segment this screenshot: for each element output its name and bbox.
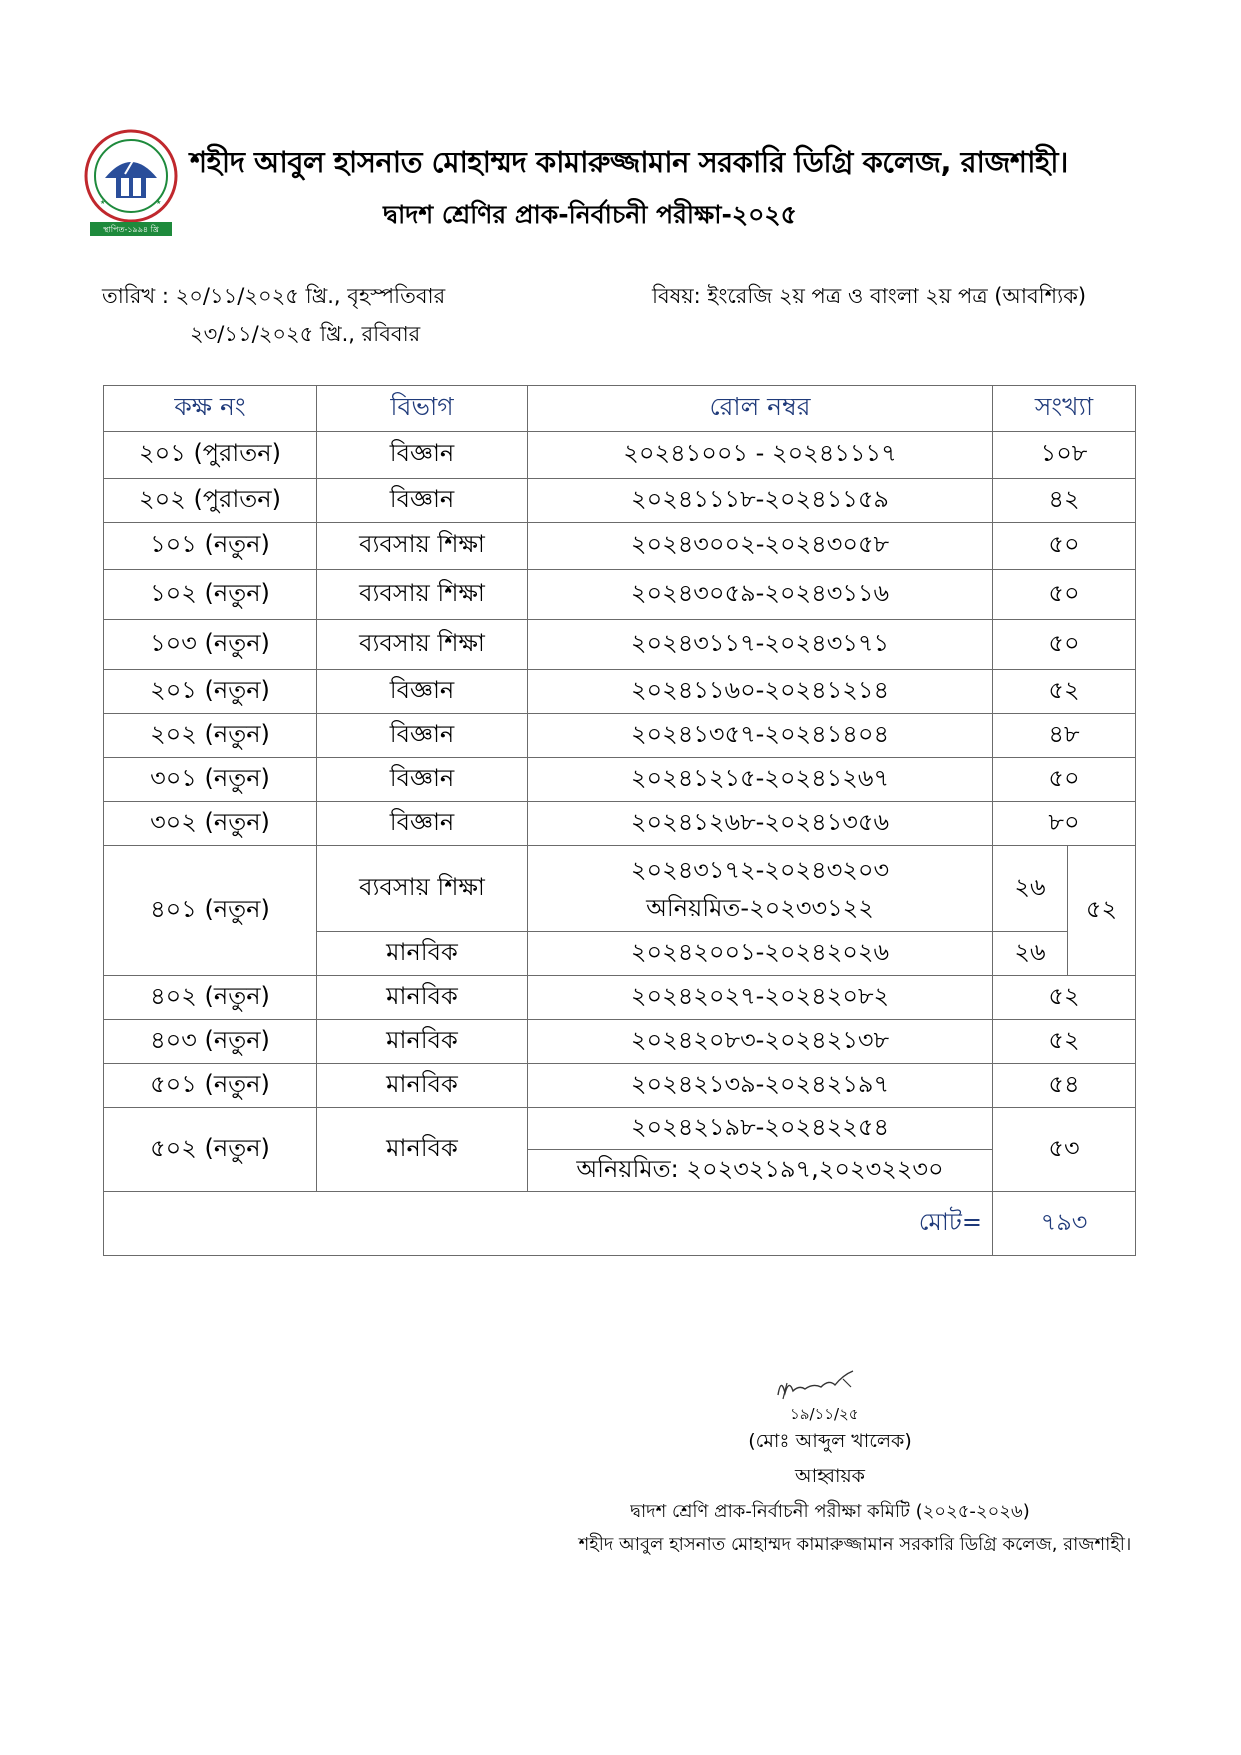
roll-cell: ২০২৪১২১৫-২০২৪১২৬৭: [528, 758, 993, 802]
table-row: [104, 714, 1136, 758]
total-row: [104, 1192, 1136, 1256]
roll-cell: ২০২৪১১৬০-২০২৪১২১৪: [528, 670, 993, 714]
exam-title: দ্বাদশ শ্রেণির প্রাক-নির্বাচনী পরীক্ষা-২০২৫: [383, 200, 797, 229]
roll-cell: ২০২৪১০০১ - ২০২৪১১১৭: [528, 432, 993, 479]
room-cell: ১০৩ (নতুন): [104, 620, 317, 670]
count-cell: ৫০: [993, 570, 1136, 620]
roll-irregular: অনিয়মিত-২০২৩৩১২২: [646, 893, 874, 922]
roll-cell: [528, 846, 993, 932]
count-cell: ৫৪: [993, 1064, 1136, 1108]
count-cell: ৫২: [993, 1020, 1136, 1064]
roll-cell: ২০২৪১৩৫৭-২০২৪১৪০৪: [528, 714, 993, 758]
table-row: [104, 523, 1136, 570]
subject-line: বিষয়: ইংরেজি ২য় পত্র ও বাংলা ২য় পত্র (আবশ্যিক): [652, 284, 1087, 308]
signatory-name: (মোঃ আব্দুল খালেক): [748, 1430, 912, 1452]
header-room: কক্ষ নং: [104, 386, 317, 432]
roll-cell: ২০২৪২১৩৯-২০২৪২১৯৭: [528, 1064, 993, 1108]
college-name: শহীদ আবুল হাসনাত মোহাম্মদ কামারুজ্জামান সরকারি ডিগ্রি কলেজ, রাজশাহী।: [190, 145, 1068, 179]
table-row-401-business: [104, 846, 1136, 932]
count-cell: ৫৩: [993, 1108, 1136, 1192]
count-cell: ২৬: [993, 932, 1068, 976]
dept-cell: বিজ্ঞান: [317, 802, 528, 846]
seat-plan-table: [103, 385, 1136, 1256]
count-cell: ৫০: [993, 523, 1136, 570]
room-cell: ১০১ (নতুন): [104, 523, 317, 570]
roll-cell: ২০২৪২০৮৩-২০২৪২১৩৮: [528, 1020, 993, 1064]
dept-cell: মানবিক: [317, 976, 528, 1020]
table-row-502-a: [104, 1108, 1136, 1150]
roll-cell: ২০২৪৩০০২-২০২৪৩০৫৮: [528, 523, 993, 570]
table-row: [104, 1064, 1136, 1108]
header-roll: রোল নম্বর: [528, 386, 993, 432]
dept-cell: মানবিক: [317, 1020, 528, 1064]
dept-cell: ব্যবসায় শিক্ষা: [317, 846, 528, 932]
table-row: [104, 479, 1136, 523]
dept-cell: মানবিক: [317, 1108, 528, 1192]
table-row: [104, 570, 1136, 620]
table-row: [104, 670, 1136, 714]
count-cell: ২৬: [993, 846, 1068, 932]
header-count: সংখ্যা: [993, 386, 1136, 432]
dept-cell: ব্যবসায় শিক্ষা: [317, 570, 528, 620]
room-cell: ২০২ (পুরাতন): [104, 479, 317, 523]
svg-text:★: ★: [156, 199, 162, 206]
roll-cell: ২০২৪২০২৭-২০২৪২০৮২: [528, 976, 993, 1020]
signature: [773, 1365, 863, 1403]
count-cell: ৫২: [993, 976, 1136, 1020]
date-line-1: তারিখ : ২০/১১/২০২৫ খ্রি., বৃহস্পতিবার: [102, 284, 446, 308]
room-cell: ৪০১ (নতুন): [104, 846, 317, 976]
roll-cell: ২০২৪৩০৫৯-২০২৪৩১১৬: [528, 570, 993, 620]
dept-cell: বিজ্ঞান: [317, 432, 528, 479]
room-cell: ২০১ (পুরাতন): [104, 432, 317, 479]
total-label: মোট=: [104, 1192, 993, 1256]
college-logo: [80, 128, 182, 240]
room-cell: ৩০১ (নতুন): [104, 758, 317, 802]
roll-cell: ২০২৪২১৯৮-২০২৪২২৫৪: [528, 1108, 993, 1150]
roll-cell: ২০২৪৩১১৭-২০২৪৩১৭১: [528, 620, 993, 670]
count-cell: ৪৮: [993, 714, 1136, 758]
logo-established-text: স্থাপিত-১৯৯৪ খ্রি: [103, 225, 159, 234]
svg-text:★: ★: [100, 199, 106, 206]
room-cell: ৩০২ (নতুন): [104, 802, 317, 846]
dept-cell: ব্যবসায় শিক্ষা: [317, 620, 528, 670]
roll-range: ২০২৪৩১৭২-২০২৪৩২০৩: [630, 855, 890, 884]
dept-cell: বিজ্ঞান: [317, 714, 528, 758]
count-cell: ৮০: [993, 802, 1136, 846]
room-cell: ২০২ (নতুন): [104, 714, 317, 758]
dept-cell: বিজ্ঞান: [317, 479, 528, 523]
count-cell: ৫০: [993, 758, 1136, 802]
room-cell: ৫০২ (নতুন): [104, 1108, 317, 1192]
date-line-2: ২৩/১১/২০২৫ খ্রি., রবিবার: [190, 322, 421, 346]
dept-cell: মানবিক: [317, 932, 528, 976]
roll-cell: ২০২৪১১১৮-২০২৪১১৫৯: [528, 479, 993, 523]
room-cell: ৫০১ (নতুন): [104, 1064, 317, 1108]
signatory-role: আহ্বায়ক: [795, 1465, 865, 1487]
table-row: [104, 432, 1136, 479]
committee-name: দ্বাদশ শ্রেণি প্রাক-নির্বাচনী পরীক্ষা কমিটি (২০২৫-২০২৬): [630, 1501, 1030, 1522]
dept-cell: মানবিক: [317, 1064, 528, 1108]
room-cell: ২০১ (নতুন): [104, 670, 317, 714]
table-row: [104, 976, 1136, 1020]
table-row: [104, 620, 1136, 670]
room-cell: ৪০৩ (নতুন): [104, 1020, 317, 1064]
count-cell: ৫২: [993, 670, 1136, 714]
dept-cell: বিজ্ঞান: [317, 670, 528, 714]
footer-college-name: শহীদ আবুল হাসনাত মোহাম্মদ কামারুজ্জামান সরকারি ডিগ্রি কলেজ, রাজশাহী।: [578, 1534, 1132, 1555]
table-row: [104, 802, 1136, 846]
roll-cell: ২০২৪২০০১-২০২৪২০২৬: [528, 932, 993, 976]
table-row: [104, 758, 1136, 802]
dept-cell: ব্যবসায় শিক্ষা: [317, 523, 528, 570]
count-cell: ৫০: [993, 620, 1136, 670]
total-value: ৭৯৩: [993, 1192, 1136, 1256]
count-cell: ৪২: [993, 479, 1136, 523]
signature-date: ১৯/১১/২৫: [790, 1405, 859, 1423]
dept-cell: বিজ্ঞান: [317, 758, 528, 802]
room-cell: ৪০২ (নতুন): [104, 976, 317, 1020]
count-cell: ১০৮: [993, 432, 1136, 479]
room-cell: ১০২ (নতুন): [104, 570, 317, 620]
header-dept: বিভাগ: [317, 386, 528, 432]
roll-cell: ২০২৪১২৬৮-২০২৪১৩৫৬: [528, 802, 993, 846]
roll-irregular-cell: অনিয়মিত: ২০২৩২১৯৭,২০২৩২২৩০: [528, 1150, 993, 1192]
table-header-row: [104, 386, 1136, 432]
room-total-cell: ৫২: [1068, 846, 1136, 976]
table-row: [104, 1020, 1136, 1064]
